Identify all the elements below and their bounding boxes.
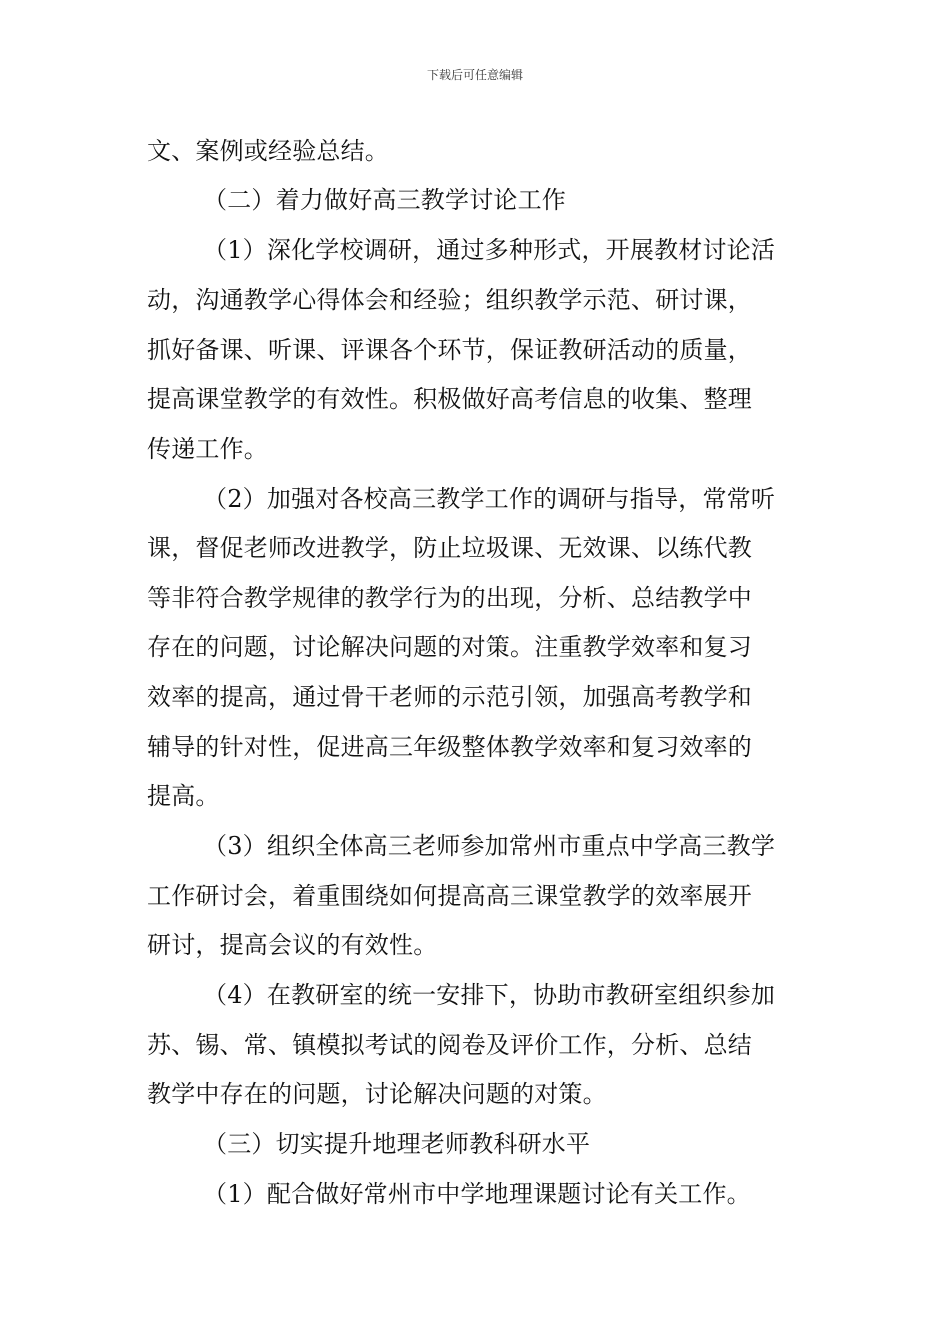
section-heading: （三）切实提升地理老师教科研水平 [203, 1130, 591, 1158]
text-line: （3）组织全体高三老师参加常州市重点中学高三教学 [203, 832, 776, 860]
text-line: 教学中存在的问题，讨论解决问题的对策。 [147, 1080, 607, 1108]
text-line: （4）在教研室的统一安排下，协助市教研室组织参加 [203, 981, 776, 1009]
section-heading: （二）着力做好高三教学讨论工作 [203, 186, 566, 214]
text-line: 等非符合教学规律的教学行为的出现，分析、总结教学中 [147, 584, 752, 612]
text-line: 传递工作。 [147, 435, 268, 463]
text-line: （2）加强对各校高三教学工作的调研与指导，常常听 [203, 485, 776, 513]
text-line: 动，沟通教学心得体会和经验；组织教学示范、研讨课， [147, 286, 752, 314]
text-line: 研讨，提高会议的有效性。 [147, 931, 438, 959]
text-line: 文、案例或经验总结。 [147, 137, 389, 165]
text-line: 工作研讨会，着重围绕如何提高高三课堂教学的效率展开 [147, 882, 752, 910]
text-line: 存在的问题，讨论解决问题的对策。注重教学效率和复习 [147, 633, 752, 661]
text-line: 效率的提高，通过骨干老师的示范引领，加强高考教学和 [147, 683, 752, 711]
text-line: 课，督促老师改进教学，防止垃圾课、无效课、以练代教 [147, 534, 752, 562]
text-line: 抓好备课、听课、评课各个环节，保证教研活动的质量， [147, 336, 752, 364]
text-line: （1）配合做好常州市中学地理课题讨论有关工作。 [203, 1180, 751, 1208]
text-line: 苏、锡、常、镇模拟考试的阅卷及评价工作，分析、总结 [147, 1031, 752, 1059]
page-header-note: 下载后可任意编辑 [426, 68, 523, 82]
text-line: 辅导的针对性，促进高三年级整体教学效率和复习效率的 [147, 733, 752, 761]
text-line: 提高。 [147, 782, 220, 810]
text-line: 提高课堂教学的有效性。积极做好高考信息的收集、整理 [147, 385, 752, 413]
text-line: （1）深化学校调研，通过多种形式，开展教材讨论活 [203, 236, 776, 264]
